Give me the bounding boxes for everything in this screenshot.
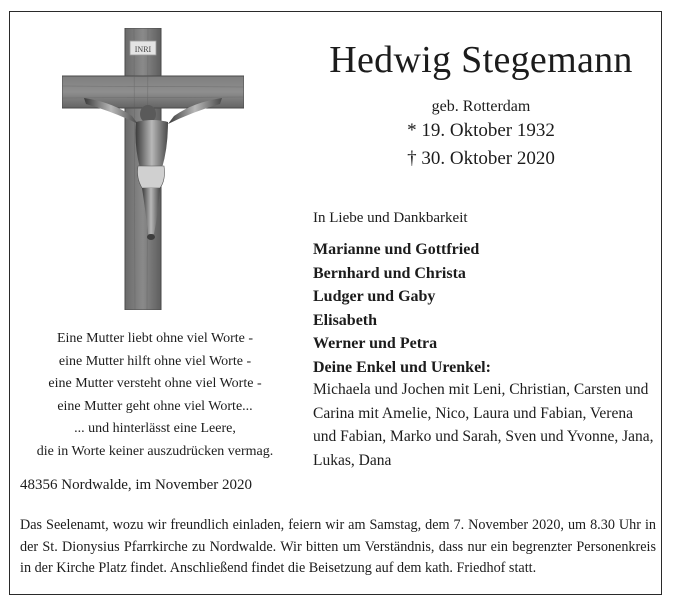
deceased-name: Hedwig Stegemann <box>329 39 633 81</box>
grandchildren-list: Michaela und Jochen mit Leni, Christian, Carsten und Carina mit Amelie, Nico, Laura und Fabian, Verena und Fabian, Marko und Sarah, Sven und Yvonne, Jana, Lukas, Dana <box>313 381 654 469</box>
death-date: † 30. Oktober 2020 <box>407 148 555 169</box>
poem-line: Eine Mutter liebt ohne viel Worte - <box>56 331 254 346</box>
family-member: Bernhard und Christa <box>313 264 466 282</box>
maiden-name: geb. Rotterdam <box>431 98 531 115</box>
mourning-intro: In Liebe und Dankbarkeit <box>313 210 468 226</box>
poem-line: ... und hinterlässt eine Leere, <box>74 421 236 436</box>
family-member: Ludger und Gaby <box>313 288 436 305</box>
poem-line: eine Mutter geht ohne viel Worte... <box>57 398 253 414</box>
crucifix-icon <box>62 28 244 310</box>
poem <box>14 328 296 463</box>
poem-line: eine Mutter versteht ohne viel Worte - <box>48 376 262 391</box>
place-date: 48356 Nordwalde, im November 2020 <box>20 477 253 493</box>
family-member: Elisabeth <box>313 311 378 329</box>
birth-date: * 19. Oktober 1932 <box>407 120 555 141</box>
poem-line: die in Worte keiner auszudrücken vermag. <box>36 443 274 459</box>
inri-plaque-text: INRI <box>134 45 152 54</box>
family-list <box>313 238 491 379</box>
funeral-notice: Das Seelenamt, wozu wir freundlich einladen, feiern wir am Samstag, dem 7. November 2020, um 8.30 Uhr in der St. Dionysius Pfarrkirche zu Nordwalde. Wir bitten um Verständnis, dass nur ein begrenzter Personenkreis in der Kirche Platz findet. Anschließend findet die Beisetzung auf dem kath. Friedhof statt. <box>20 517 656 576</box>
family-member: Deine Enkel und Urenkel: <box>313 358 491 376</box>
family-member: Werner und Petra <box>313 335 438 352</box>
poem-line: eine Mutter hilft ohne viel Worte - <box>58 353 252 369</box>
family-member: Marianne und Gottfried <box>313 241 480 258</box>
